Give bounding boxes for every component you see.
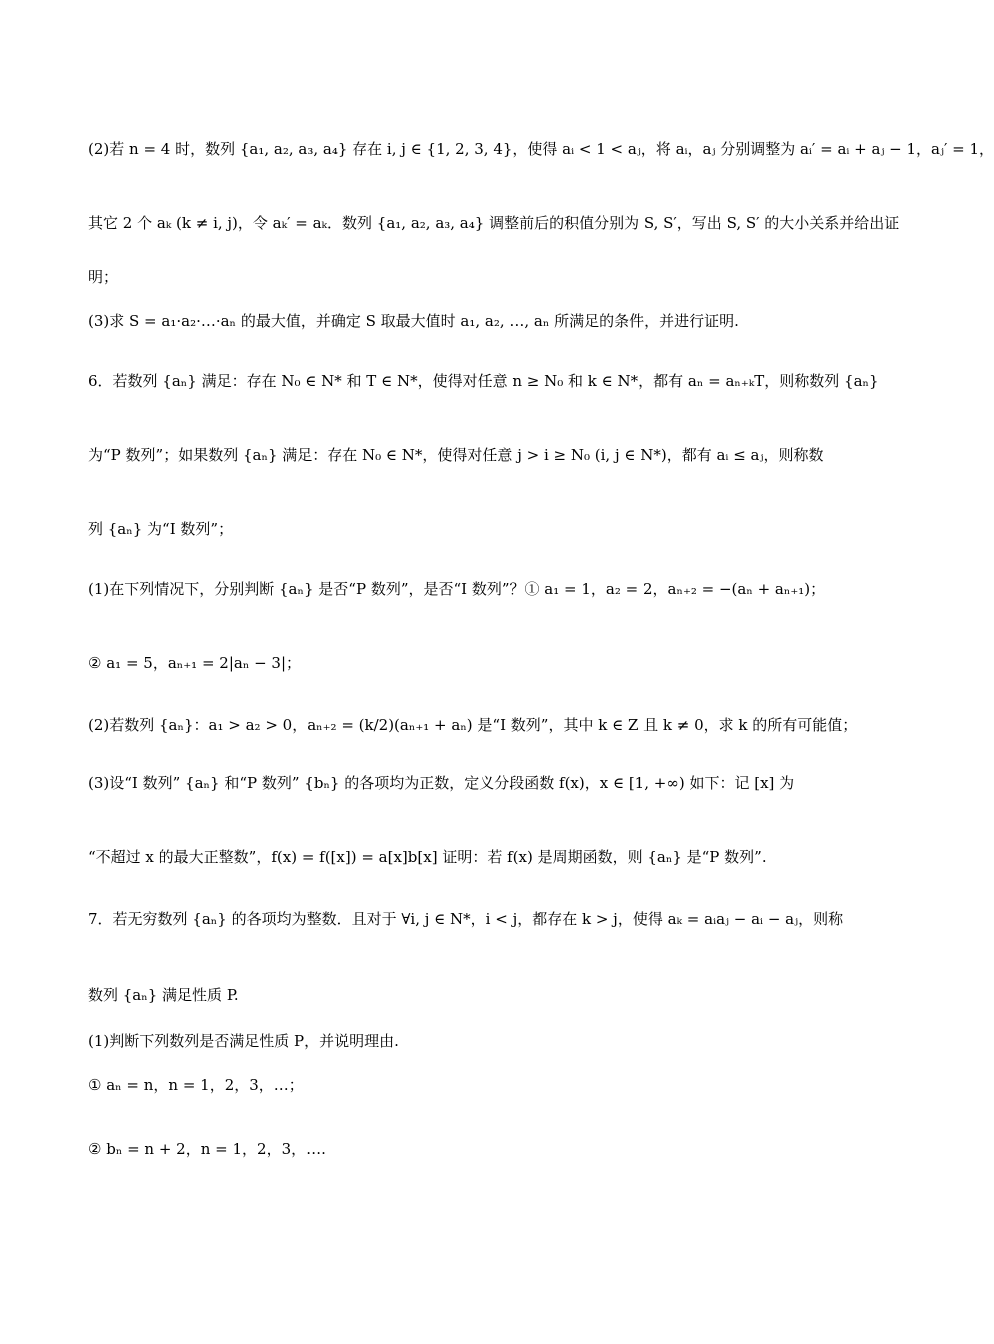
text-line-q5-part2-cont: 其它 2 个 aₖ (k ≠ i, j)，令 aₖ′ = aₖ．数列 {a₁, a₂, a₃, a₄} 调整前后的积值分别为 S, S′，写出 S, S′ 的大小关系并给出证 — [88, 214, 900, 232]
text-line-q6-part2: (2)若数列 {aₙ}：a₁ > a₂ > 0，aₙ₊₂ = (k/2)(aₙ₊₁ + aₙ) 是“I 数列”，其中 k ∈ Z 且 k ≠ 0，求 k 的所有可能值； — [88, 716, 858, 734]
text-line-q6-part3: (3)设“I 数列” {aₙ} 和“P 数列” {bₙ} 的各项均为正数，定义分段函数 f(x)，x ∈ [1, +∞) 如下：记 [x] 为 — [88, 774, 795, 792]
text-line-q6-part1: (1)在下列情况下，分别判断 {aₙ} 是否“P 数列”，是否“I 数列”？① a₁ = 1，a₂ = 2，aₙ₊₂ = −(aₙ + aₙ₊₁)； — [88, 580, 826, 598]
text-line-q5-part2-end: 明； — [88, 268, 119, 286]
text-line-q6-stem-cont: 为“P 数列”；如果数列 {aₙ} 满足：存在 N₀ ∈ N*，使得对任意 j > i ≥ N₀ (i, j ∈ N*)，都有 aᵢ ≤ aⱼ，则称数 — [88, 446, 824, 464]
text-line-q5-part3: (3)求 S = a₁·a₂·…·aₙ 的最大值，并确定 S 取最大值时 a₁, a₂, …, aₙ 所满足的条件，并进行证明. — [88, 312, 739, 330]
text-line-q5-part2: (2)若 n = 4 时，数列 {a₁, a₂, a₃, a₄} 存在 i, j ∈ {1, 2, 3, 4}，使得 aᵢ < 1 < aⱼ，将 aᵢ，aⱼ 分别调整为 aᵢ′ = aᵢ + aⱼ − 1，aⱼ′ = 1， — [88, 140, 994, 158]
text-line-q7-stem-end: 数列 {aₙ} 满足性质 P. — [88, 986, 239, 1004]
text-line-q7-seq1: ① aₙ = n，n = 1，2，3，…； — [88, 1076, 304, 1094]
text-line-q6-stem: 6．若数列 {aₙ} 满足：存在 N₀ ∈ N* 和 T ∈ N*，使得对任意 n ≥ N₀ 和 k ∈ N*，都有 aₙ = aₙ₊ₖT，则称数列 {aₙ} — [88, 372, 879, 390]
text-line-q7-stem: 7．若无穷数列 {aₙ} 的各项均为整数．且对于 ∀i, j ∈ N*，i < j，都存在 k > j，使得 aₖ = aᵢaⱼ − aᵢ − aⱼ，则称 — [88, 910, 844, 928]
text-line-q6-stem-end: 列 {aₙ} 为“I 数列”； — [88, 520, 234, 538]
text-line-q6-part1-case2: ② a₁ = 5，aₙ₊₁ = 2|aₙ − 3|； — [88, 654, 302, 672]
text-line-q7-seq2: ② bₙ = n + 2，n = 1，2，3，…. — [88, 1140, 326, 1158]
text-line-q7-part1: (1)判断下列数列是否满足性质 P，并说明理由. — [88, 1032, 399, 1050]
text-line-q6-part3-cont: “不超过 x 的最大正整数”，f(x) = f([x]) = a[x]b[x] 证明：若 f(x) 是周期函数，则 {aₙ} 是“P 数列”. — [88, 848, 767, 866]
